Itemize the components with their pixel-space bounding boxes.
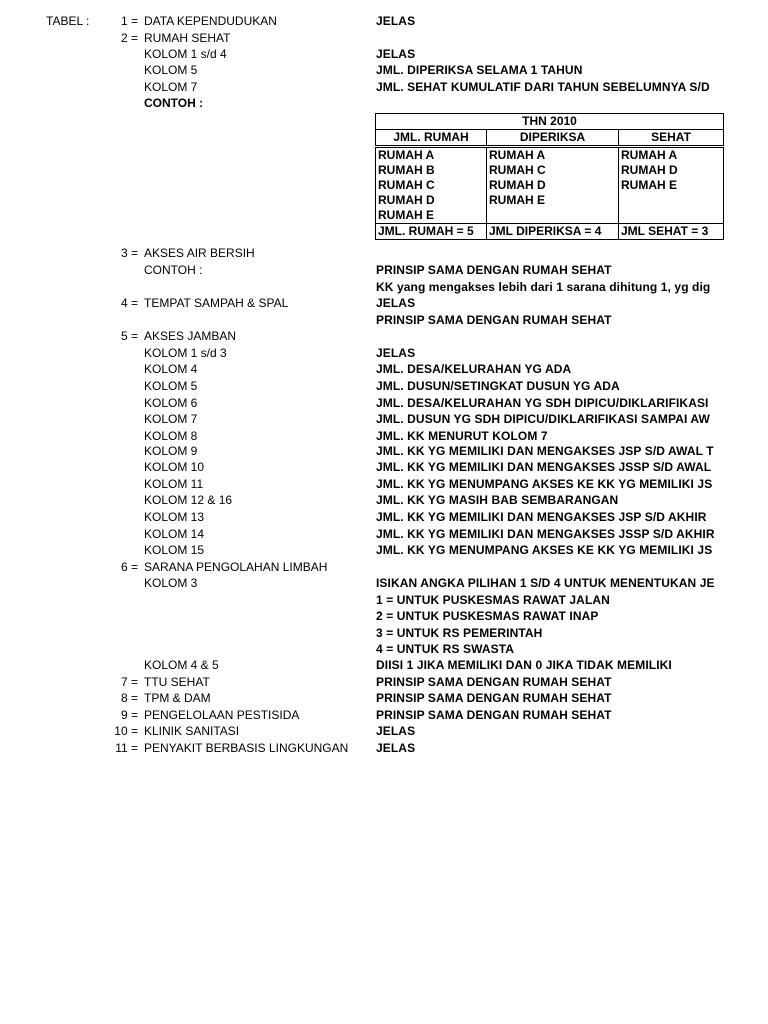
- table-row: [376, 208, 724, 224]
- section-name: DATA KEPENDUDUKAN: [144, 14, 277, 28]
- kolom-label: KOLOM 7: [144, 412, 198, 426]
- tabel-label: TABEL :: [46, 14, 90, 28]
- table-cell: RUMAH A: [487, 147, 619, 164]
- kolom-description: JML. KK YG MENUMPANG AKSES KE KK YG MEMILIKI JS: [376, 477, 713, 491]
- jamban-row: [0, 411, 768, 428]
- section-value: PRINSIP SAMA DENGAN RUMAH SEHAT: [376, 708, 612, 722]
- kolom-description: KK yang mengakses lebih dari 1 sarana dihitung 1, yg dig: [376, 280, 711, 294]
- limbah-row: [0, 608, 768, 625]
- rumah-sehat-row: [0, 79, 768, 96]
- table-header-row: [376, 130, 724, 147]
- section-name: AKSES AIR BERSIH: [144, 246, 255, 260]
- table-year-row: [376, 114, 724, 130]
- jamban-row: [0, 492, 768, 509]
- limbah-row: [0, 641, 768, 658]
- table-cell: RUMAH D: [376, 193, 487, 208]
- table-cell: RUMAH E: [487, 193, 619, 208]
- table-cell: RUMAH C: [487, 163, 619, 178]
- table-cell: RUMAH A: [619, 147, 724, 164]
- table-cell: RUMAH D: [619, 163, 724, 178]
- table-year-header: THN 2010: [376, 114, 724, 130]
- section-number: 5 =: [120, 329, 138, 343]
- section-9-row: [0, 707, 768, 724]
- kolom-label: KOLOM 6: [144, 396, 198, 410]
- jamban-row: [0, 476, 768, 493]
- table-cell: [619, 193, 724, 208]
- kolom-description: JML. DIPERIKSA SELAMA 1 TAHUN: [376, 63, 583, 77]
- kolom-description: JML. DUSUN YG SDH DIPICU/DIKLARIFIKASI SAMPAI AW: [376, 412, 710, 426]
- jamban-row: [0, 443, 768, 460]
- table-row: [376, 147, 724, 164]
- total-cell: JML DIPERIKSA = 4: [487, 224, 619, 240]
- section-value: JELAS: [376, 724, 416, 738]
- kolom-label: KOLOM 10: [144, 460, 205, 474]
- section-name: SARANA PENGOLAHAN LIMBAH: [144, 560, 328, 574]
- section-number: 6 =: [120, 560, 138, 574]
- jamban-row: [0, 345, 768, 362]
- air-bersih-row: [0, 279, 768, 296]
- jamban-row: [0, 361, 768, 378]
- section-name: KLINIK SANITASI: [144, 724, 240, 738]
- kolom-description: JML. KK YG MASIH BAB SEMBARANGAN: [376, 493, 619, 507]
- contoh-label: CONTOH :: [144, 263, 203, 277]
- option-text: 2 = UNTUK PUSKESMAS RAWAT INAP: [376, 609, 599, 623]
- table-row: [376, 178, 724, 193]
- section-7-row: [0, 674, 768, 691]
- jamban-row: [0, 395, 768, 412]
- section-value: JELAS: [376, 741, 416, 755]
- section-name: RUMAH SEHAT: [144, 31, 231, 45]
- limbah-row: [0, 625, 768, 642]
- kolom-description: JELAS: [376, 346, 416, 360]
- option-text: 4 = UNTUK RS SWASTA: [376, 642, 515, 656]
- kolom-description: JML. SEHAT KUMULATIF DARI TAHUN SEBELUMNYA S/D: [376, 80, 710, 94]
- section-value: JELAS: [376, 296, 416, 310]
- table-total-row: [376, 224, 724, 240]
- section-name: PENGELOLAAN PESTISIDA: [144, 708, 300, 722]
- option-text: 3 = UNTUK RS PEMERINTAH: [376, 626, 543, 640]
- kolom-description: JELAS: [376, 47, 416, 61]
- rumah-sehat-row: [0, 46, 768, 63]
- kolom-label: KOLOM 12 & 16: [144, 493, 233, 507]
- kolom-label: KOLOM 4: [144, 362, 198, 376]
- kolom-label: KOLOM 5: [144, 63, 198, 77]
- kolom-label: KOLOM 11: [144, 477, 204, 491]
- kolom-label: KOLOM 1 s/d 4: [144, 47, 227, 61]
- kolom-description: DIISI 1 JIKA MEMILIKI DAN 0 JIKA TIDAK MEMILIKI: [376, 658, 672, 672]
- section-10-row: [0, 723, 768, 740]
- kolom-label: KOLOM 3: [144, 576, 198, 590]
- column-header: SEHAT: [619, 130, 724, 147]
- kolom-description: JML. KK YG MENUMPANG AKSES KE KK YG MEMILIKI JS: [376, 543, 713, 557]
- section-3-row: [0, 245, 768, 262]
- table-cell: RUMAH C: [376, 178, 487, 193]
- total-cell: JML. RUMAH = 5: [376, 224, 487, 240]
- sampah-row: [0, 312, 768, 329]
- table-cell: [487, 208, 619, 224]
- section-1-row: [0, 13, 768, 30]
- kolom-label: KOLOM 14: [144, 527, 205, 541]
- section-11-row: [0, 740, 768, 757]
- table-cell: RUMAH A: [376, 147, 487, 164]
- section-name: TTU SEHAT: [144, 675, 210, 689]
- kolom-description: PRINSIP SAMA DENGAN RUMAH SEHAT: [376, 313, 612, 327]
- section-8-row: [0, 690, 768, 707]
- kolom-description: PRINSIP SAMA DENGAN RUMAH SEHAT: [376, 263, 612, 277]
- jamban-row: [0, 509, 768, 526]
- column-header: JML. RUMAH: [376, 130, 487, 147]
- limbah-row: [0, 657, 768, 674]
- option-text: 1 = UNTUK PUSKESMAS RAWAT JALAN: [376, 593, 610, 607]
- section-number: 4 =: [120, 296, 138, 310]
- kolom-description: JML. KK YG MEMILIKI DAN MENGAKSES JSP S/D AKHIR: [376, 510, 707, 524]
- table-row: [376, 163, 724, 178]
- table-cell: [619, 208, 724, 224]
- section-number: 1 =: [120, 14, 138, 28]
- section-name: AKSES JAMBAN: [144, 329, 237, 343]
- kolom-description: JML. KK YG MEMILIKI DAN MENGAKSES JSSP S/D AWAL: [376, 460, 712, 474]
- section-number: 8 =: [120, 691, 138, 705]
- jamban-row: [0, 526, 768, 543]
- section-6-row: [0, 559, 768, 576]
- limbah-row: [0, 575, 768, 592]
- kolom-description: JML. KK YG MEMILIKI DAN MENGAKSES JSP S/D AWAL T: [376, 444, 714, 458]
- section-number: 9 =: [120, 708, 138, 722]
- section-2-row: [0, 30, 768, 47]
- jamban-row: [0, 459, 768, 476]
- kolom-description: JML. KK MENURUT KOLOM 7: [376, 429, 548, 443]
- rumah-sehat-row: [0, 62, 768, 79]
- jamban-row: [0, 378, 768, 395]
- section-name: TEMPAT SAMPAH & SPAL: [144, 296, 289, 310]
- kolom-label: KOLOM 1 s/d 3: [144, 346, 227, 360]
- section-number: 10 =: [114, 724, 138, 738]
- kolom-label: KOLOM 15: [144, 543, 205, 557]
- table-row: [376, 193, 724, 208]
- kolom-label: KOLOM 5: [144, 379, 198, 393]
- example-table: [375, 113, 724, 240]
- kolom-description: JML. DESA/KELURAHAN YG ADA: [376, 362, 572, 376]
- section-name: TPM & DAM: [144, 691, 211, 705]
- kolom-label: KOLOM 9: [144, 444, 198, 458]
- limbah-row: [0, 592, 768, 609]
- kolom-label: KOLOM 4 & 5: [144, 658, 219, 672]
- total-cell: JML SEHAT = 3: [619, 224, 724, 240]
- rumah-sehat-row: [0, 95, 768, 112]
- table-cell: RUMAH D: [487, 178, 619, 193]
- table-cell: RUMAH B: [376, 163, 487, 178]
- kolom-description: JML. DESA/KELURAHAN YG SDH DIPICU/DIKLARIFIKASI: [376, 396, 709, 410]
- jamban-row: [0, 542, 768, 559]
- section-value: JELAS: [376, 14, 416, 28]
- section-number: 7 =: [120, 675, 138, 689]
- section-5-row: [0, 328, 768, 345]
- section-value: PRINSIP SAMA DENGAN RUMAH SEHAT: [376, 691, 612, 705]
- section-number: 2 =: [120, 31, 138, 45]
- table-cell: RUMAH E: [619, 178, 724, 193]
- contoh-label: CONTOH :: [144, 96, 204, 110]
- kolom-label: KOLOM 7: [144, 80, 198, 94]
- kolom-description: ISIKAN ANGKA PILIHAN 1 S/D 4 UNTUK MENENTUKAN JE: [376, 576, 715, 590]
- section-4-row: [0, 295, 768, 312]
- section-number: 11 =: [115, 741, 138, 755]
- kolom-description: JML. DUSUN/SETINGKAT DUSUN YG ADA: [376, 379, 620, 393]
- section-number: 3 =: [120, 246, 138, 260]
- column-header: DIPERIKSA: [487, 130, 619, 147]
- air-bersih-row: [0, 262, 768, 279]
- section-value: PRINSIP SAMA DENGAN RUMAH SEHAT: [376, 675, 612, 689]
- kolom-label: KOLOM 13: [144, 510, 205, 524]
- section-name: PENYAKIT BERBASIS LINGKUNGAN: [144, 741, 349, 755]
- kolom-label: KOLOM 8: [144, 429, 198, 443]
- kolom-description: JML. KK YG MEMILIKI DAN MENGAKSES JSSP S/D AKHIR: [376, 527, 715, 541]
- table-cell: RUMAH E: [376, 208, 487, 224]
